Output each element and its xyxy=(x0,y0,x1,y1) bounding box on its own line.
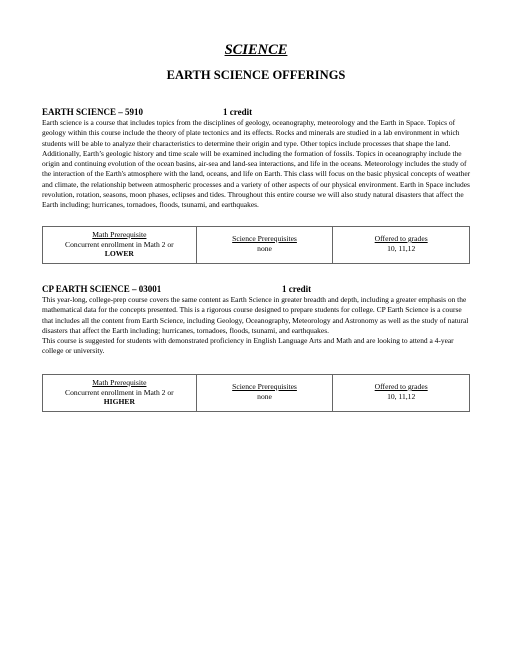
grades-header: Offered to grades xyxy=(374,234,428,243)
course-description xyxy=(42,118,472,211)
course-description xyxy=(42,295,472,357)
math-prerequisite-text: Concurrent enrollment in Math 2 or xyxy=(65,239,174,249)
grades-cell xyxy=(333,227,470,264)
description-paragraph: Earth science is a course that includes topics from the disciplines of geology, oceanography, meteorology and the Earth in Space. Topics of geology within this course include the theory of plate tectonics and its effects. Rocks and minerals are studied in a lab environment in which students will be able to analyze their characteristics to determine their origin and type. Other topics include processes that shape the land. Additionally, Earth’s geologic history and time scale will be examined including the formation of fossils. Topics in oceanography include the origin and continuing evolution of the ocean basins, air-sea and land-sea interactions, and life in the oceans. Meteorology includes the study of the interaction of the Earth's atmosphere with the land, oceans, and life on Earth. This class will focus on the basic physical concepts of weather and climate, the relationship between atmospheric processes and a variety of other aspects of our physical environment. Earth in Space includes revolution, rotation, seasons, moon phases, eclipses and tides. Throughout this entire course we will also study natural disasters that affect the Earth including; hurricanes, tornadoes, floods, tsunami, and earthquakes. xyxy=(42,118,471,210)
description-paragraph: This year-long, college-prep course covers the same content as Earth Science in greater breadth and depth, including a greater emphasis on the mathematical data for the concepts presented. This is a rigorous course designed to prepare students for college. CP Earth Science is a course that includes all the content from Earth Science, including Geology, Oceanography, Meteorology and Astronomy as well as the study of natural disasters that affect the Earth including; hurricanes, tornadoes, floods, tsunami, and earthquakes. xyxy=(42,295,469,335)
grades-header: Offered to grades xyxy=(374,382,428,391)
page-title: SCIENCE xyxy=(224,42,288,58)
science-prerequisite-cell xyxy=(196,227,333,264)
grades-value: 10, 11,12 xyxy=(387,243,416,253)
math-prerequisite-text: Concurrent enrollment in Math 2 or xyxy=(65,387,174,397)
math-prerequisite-level: HIGHER xyxy=(103,397,135,406)
description-paragraph: This course is suggested for students with demonstrated proficiency in English Language Arts and Math and are looking to attend a 4-year college or university. xyxy=(42,336,454,356)
page-subtitle: EARTH SCIENCE OFFERINGS xyxy=(166,68,346,82)
course-requirements-table xyxy=(42,374,470,412)
science-prerequisite-cell xyxy=(196,375,333,412)
course-requirements-table xyxy=(42,226,470,264)
math-prerequisite-header: Math Prerequisite xyxy=(92,230,147,239)
science-prerequisite-value: none xyxy=(257,243,272,253)
course-heading xyxy=(42,107,253,117)
science-prerequisite-header: Science Prerequisites xyxy=(232,234,297,243)
math-prerequisite-header: Math Prerequisite xyxy=(92,378,147,387)
course-heading xyxy=(42,284,312,294)
science-prerequisite-value: none xyxy=(257,391,272,401)
course-name: CP EARTH SCIENCE – 03001 xyxy=(42,284,162,294)
grades-cell xyxy=(333,375,470,412)
course-credit: 1 credit xyxy=(223,107,253,117)
science-prerequisite-header: Science Prerequisites xyxy=(232,382,297,391)
course-credit: 1 credit xyxy=(282,284,312,294)
math-prerequisite-level: LOWER xyxy=(104,249,134,258)
math-prerequisite-cell xyxy=(43,375,197,412)
grades-value: 10, 11,12 xyxy=(387,391,416,401)
course-name: EARTH SCIENCE – 5910 xyxy=(42,107,143,117)
math-prerequisite-cell xyxy=(43,227,197,264)
